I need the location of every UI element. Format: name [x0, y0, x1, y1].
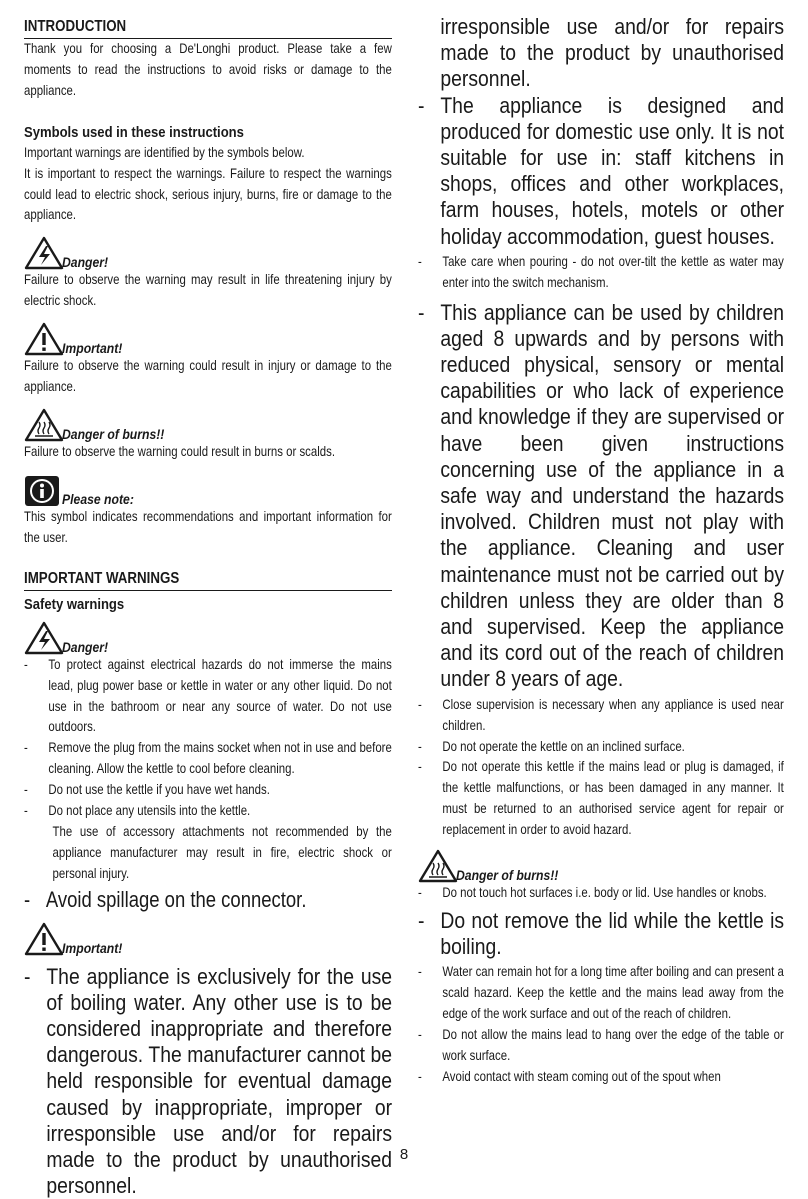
exclamation-warning-icon [24, 922, 64, 956]
warnings-danger-symbol [24, 617, 392, 655]
warnings-danger-label: Danger! [62, 639, 109, 656]
warnings-burns-label: Danger of burns!! [456, 868, 559, 885]
symbols-text-1: Important warnings are identified by the symbols below. [24, 144, 305, 160]
list-item: - Do not place any utensils into the kettle. [24, 803, 251, 819]
note-text: This symbol indicates recommendations and important information for the user. [24, 508, 392, 545]
safety-warnings-heading: Safety warnings [24, 595, 125, 613]
danger-label: Danger! [62, 255, 109, 272]
info-icon [24, 475, 60, 507]
burns-symbol [24, 404, 392, 442]
list-item: - Do not remove the lid while the kettle is boiling. [418, 907, 785, 960]
note-symbol [24, 469, 392, 507]
accessory-text: The use of accessory attachments not recommended by the appliance manufacturer may result in fire, electric shock or personal injury. [52, 823, 392, 881]
warnings-important-label: Important! [62, 940, 123, 957]
page-number: 8 [399, 1146, 409, 1163]
list-item: - Close supervision is necessary when any appliance is used near children. [418, 696, 784, 733]
symbols-text-2: It is important to respect the warnings. Failure to respect the warnings could lead to electric shock, serious injury, burns, fire or damage to the appliance. [24, 165, 392, 223]
note-label: Please note: [62, 491, 134, 508]
important-label: Important! [62, 341, 123, 358]
symbols-heading: Symbols used in these instructions [24, 123, 244, 141]
list-item: - Avoid contact with steam coming out of the spout when [418, 1068, 721, 1084]
danger-symbol [24, 232, 392, 270]
list-item: - This appliance can be used by children aged 8 upwards and by persons with reduced physical, sensory or mental capabilities or who lack of experience and knowledge if they are supervised or have been given instructions concerning use of the appliance in a safe way and understand the hazards involved. Children must not play with the appliance. Cleaning and user maintenance must not be carried out by children unless they are older than 8 and supervised. Keep the appliance and its cord out of the reach of children under 8 years of age. [418, 299, 785, 692]
list-item: - To protect against electrical hazards do not immerse the mains lead, plug power base or kettle in water or any other liquid. Do not use in the bathroom or near any source of water. Do not use outdoors. [24, 656, 392, 735]
burns-text: Failure to observe the warning could result in burns or scalds. [24, 443, 336, 459]
list-item: - The appliance is exclusively for the use of boiling water. Any other use is to be considered inappropriate and therefore dangerous. The manufacturer cannot be held responsible for eventual damage caused by inappropriate, improper or irresponsible use and/or for repairs made to the product by unauthorised personnel. [24, 963, 393, 1199]
left-column [24, 16, 393, 1199]
important-item-continued: irresponsible use and/or for repairs made to the product by unauthorised personnel. [440, 14, 785, 92]
important-warnings-heading: IMPORTANT WARNINGS [24, 568, 392, 591]
list-item: - Do not use the kettle if you have wet hands. [24, 782, 270, 798]
warnings-important-symbol [24, 918, 392, 956]
right-column [418, 14, 784, 1088]
danger-text: Failure to observe the warning may result in life threatening injury by electric shock. [24, 272, 392, 309]
list-item: - Take care when pouring - do not over-tilt the kettle as water may enter into the switch mechanism. [418, 253, 784, 290]
list-item: - The appliance is designed and produced for domestic use only. It is not suitable for use in: staff kitchens in shops, offices and other workplaces, farm houses, hotels, motels or other holiday accommodation, guest houses. [418, 92, 785, 249]
introduction-text: Thank you for choosing a De'Longhi product. Please take a few moments to read the instructions to avoid risks or damage to the appliance. [24, 41, 392, 98]
list-item: - Water can remain hot for a long time after boiling and can present a scald hazard. Keep the kettle and the mains lead away from the edge of the work surface and out of the reach of children. [418, 964, 784, 1022]
hot-surface-warning-icon [418, 849, 458, 883]
list-item: - Do not operate this kettle if the mains lead or plug is damaged, if the kettle malfunctions, or has been damaged in any manner. It must be returned to an authorised service agent for repair or replacement in order to avoid hazard. [418, 759, 784, 838]
burns-label: Danger of burns!! [62, 426, 165, 443]
list-item: - Do not touch hot surfaces i.e. body or lid. Use handles or knobs. [418, 885, 767, 901]
introduction-heading: INTRODUCTION [24, 16, 392, 39]
list-item: - Do not operate the kettle on an inclined surface. [418, 738, 685, 754]
important-text: Failure to observe the warning could result in injury or damage to the appliance. [24, 358, 392, 395]
electric-shock-warning-icon [24, 621, 64, 655]
electric-shock-warning-icon [24, 236, 64, 270]
hot-surface-warning-icon [24, 408, 64, 442]
important-symbol [24, 318, 392, 356]
warnings-burns-symbol [418, 845, 784, 883]
list-item: - Avoid spillage on the connector. [24, 886, 307, 912]
exclamation-warning-icon [24, 322, 64, 356]
list-item: - Do not allow the mains lead to hang over the edge of the table or work surface. [418, 1027, 784, 1063]
list-item: - Remove the plug from the mains socket when not in use and before cleaning. Allow the kettle to cool before cleaning. [24, 740, 392, 777]
